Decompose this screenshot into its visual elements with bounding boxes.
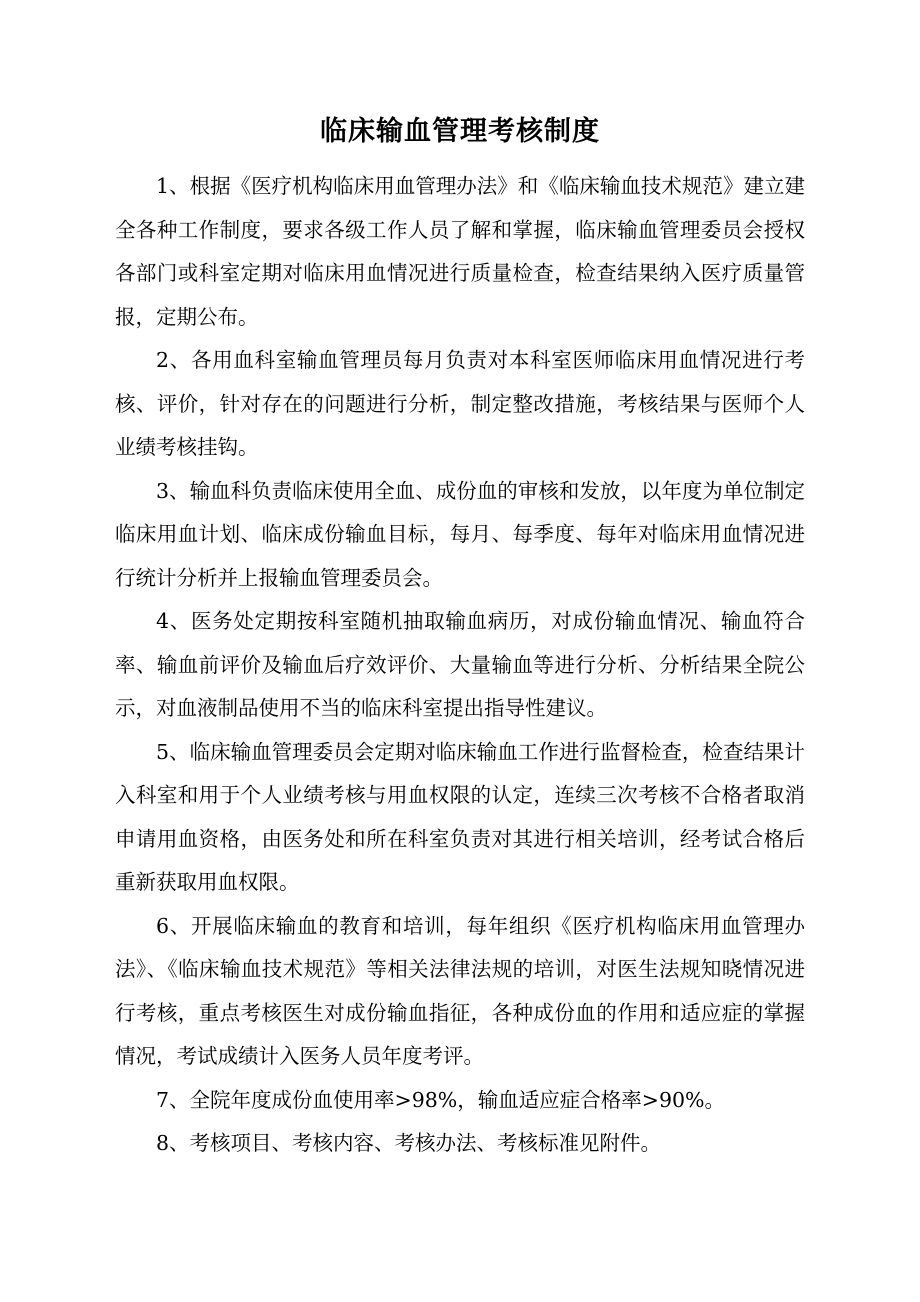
paragraph-2: 2、各用血科室输血管理员每月负责对本科室医师临床用血情况进行考核、评价，针对存在的问题进行分析，制定整改措施，考核结果与医师个人业绩考核挂钩。 xyxy=(115,348,805,459)
paragraph-7: 7、全院年度成份血使用率>98%，输血适应症合格率>90%。 xyxy=(156,1087,726,1112)
paragraph-8: 8、考核项目、考核内容、考核办法、考核标准见附件。 xyxy=(156,1131,662,1155)
paragraph-6: 6、开展临床输血的教育和培训，每年组织《医疗机构临床用血管理办法》、《临床输血技术规范》等相关法律法规的培训，对医生法规知晓情况进行考核，重点考核医生对成份输血指征，各种成份血的作用和适应症的掌握情况，考试成绩计入医务人员年度考评。 xyxy=(115,913,805,1068)
paragraph-5: 5、临床输血管理委员会定期对临床输血工作进行监督检查，检查结果计入科室和用于个人业绩考核与用血权限的认定，连续三次考核不合格者取消申请用血资格，由医务处和所在科室负责对其进行相关培训，经考试合格后重新获取用血权限。 xyxy=(115,739,805,894)
paragraph-1: 1、根据《医疗机构临床用血管理办法》和《临床输血技术规范》建立建全各种工作制度，要求各级工作人员了解和掌握，临床输血管理委员会授权各部门或科室定期对临床用血情况进行质量检查，检查结果纳入医疗质量管报，定期公布。 xyxy=(115,174,805,329)
document-title: 临床输血管理考核制度 xyxy=(320,116,600,147)
document-body xyxy=(115,165,805,1166)
paragraph-4: 4、医务处定期按科室随机抽取输血病历，对成份输血情况、输血符合率、输血前评价及输血后疗效评价、大量输血等进行分析、分析结果全院公示，对血液制品使用不当的临床科室提出指导性建议。 xyxy=(115,609,805,720)
paragraph-3: 3、输血科负责临床使用全血、成份血的审核和发放，以年度为单位制定临床用血计划、临床成份输血目标，每月、每季度、每年对临床用血情况进行统计分析并上报输血管理委员会。 xyxy=(115,478,805,590)
